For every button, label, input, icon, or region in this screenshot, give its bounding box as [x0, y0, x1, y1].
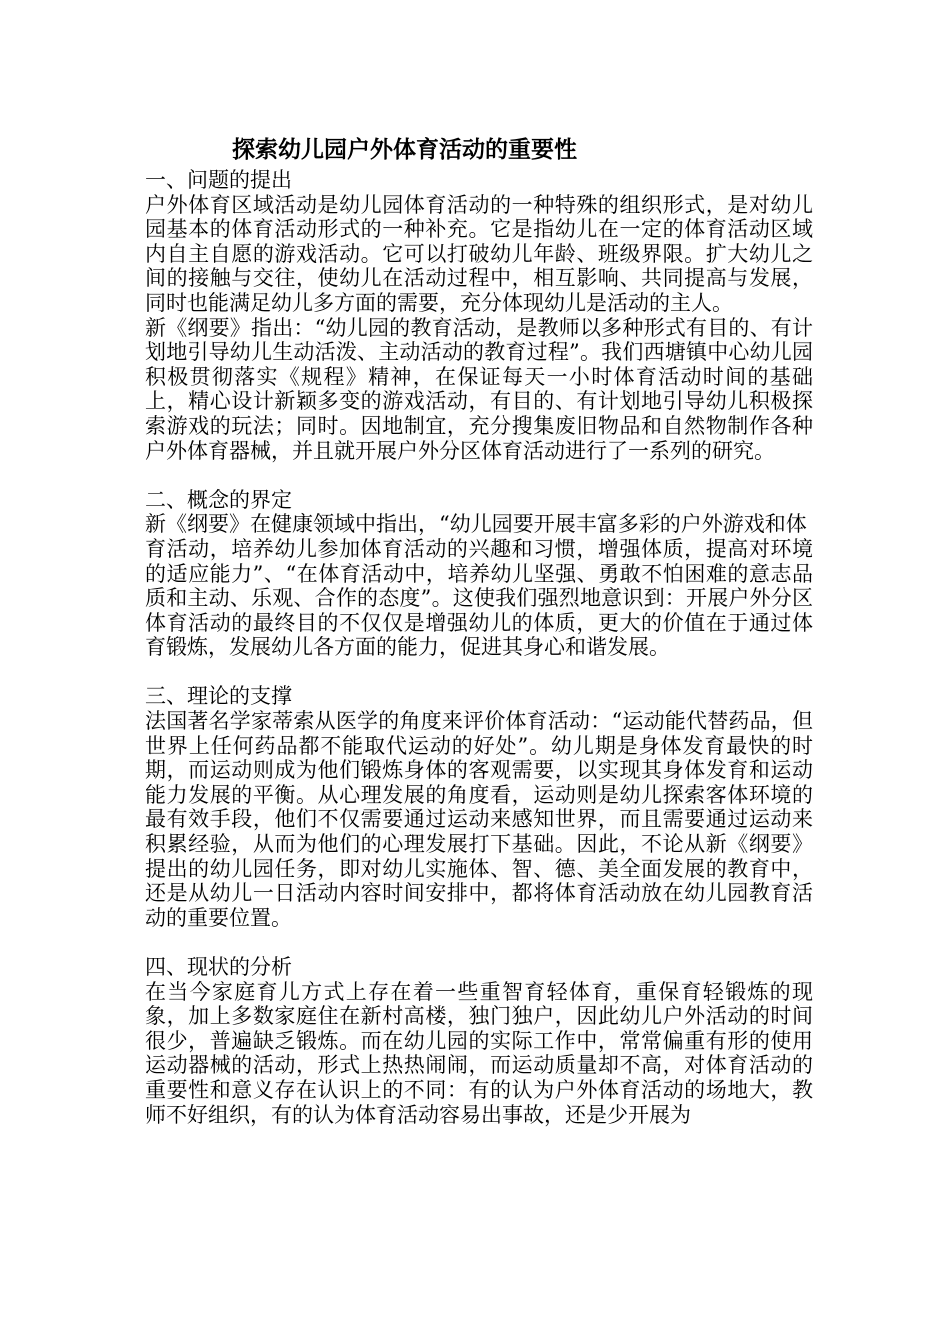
blank-line — [145, 463, 813, 488]
section-heading: 四、现状的分析 — [145, 955, 292, 979]
blank-line — [145, 660, 813, 685]
document-page — [145, 132, 813, 1127]
blank-line — [145, 930, 813, 955]
paragraph: 法国著名学家蒂索从医学的角度来评价体育活动：“运动能代替药品，但世界上任何药品都不能取代运动的好处”。幼儿期是身体发育最快的时期，而运动则成为他们锻炼身体的客观需要，以实现其身体发育和运动能力发展的平衡。从心理发展的角度看，运动则是幼儿探索客体环境的最有效手段，他们不仅需要通过运动来感知世界，而且需要通过运动来积累经验，从而为他们的心理发展打下基础。因此，不论从新《纲要》提出的幼儿园任务，即对幼儿实施体、智、德、美全面发展的教育中，还是从幼儿一日活动内容时间安排中，都将体育活动放在幼儿园教育活动的重要位置。 — [145, 709, 813, 930]
paragraph: 户外体育区域活动是幼儿园体育活动的一种特殊的组织形式，是对幼儿园基本的体育活动形式的一种补充。它是指幼儿在一定的体育活动区域内自主自愿的游戏活动。它可以打破幼儿年龄、班级界限。扩大幼儿之间的接触与交往，使幼儿在活动过程中，相互影响、共同提高与发展，同时也能满足幼儿多方面的需要，充分体现幼儿是活动的主人。 — [145, 192, 813, 315]
document-title: 探索幼儿园户外体育活动的重要性 — [232, 137, 577, 163]
paragraph: 新《纲要》在健康领域中指出，“幼儿园要开展丰富多彩的户外游戏和体 — [145, 512, 807, 537]
section-heading: 二、概念的界定 — [145, 487, 292, 512]
paragraph: 新《纲要》指出：“幼儿园的教育活动，是教师以多种形式有目的、有计划地引导幼儿生动活泼、主动活动的教育过程”。我们西塘镇中心幼儿园积极贯彻落实《规程》精神，在保证每天一小时体育活动时间的基础上，精心设计新颖多变的游戏活动，有目的、有计划地引导幼儿积极探索游戏的玩法；同时。因地制宜，充分搜集废旧物品和自然物制作各种户外体育器械，并且就开展户外分区体育活动进行了一系列的研究。 — [145, 315, 813, 463]
section-theory — [145, 684, 813, 930]
section-problem — [145, 168, 813, 463]
paragraph: 在当今家庭育儿方式上存在着一些重智育轻体育，重保育轻锻炼的现象，加上多数家庭住在新村高楼，独门独户，因此幼儿户外活动的时间很少，普遍缺乏锻炼。而在幼儿园的实际工作中，常常偏重有形的使用运动器械的活动，形式上热热闹闹，而运动质量却不高，对体育活动的重要性和意义存在认识上的不同：有的认为户外体育活动的场地大，教师不好组织，有的认为体育活动容易出事故，还是少开展为 — [145, 979, 813, 1127]
section-heading: 三、理论的支撑 — [145, 684, 292, 709]
section-heading: 一、问题的提出 — [145, 168, 292, 192]
section-definition — [145, 488, 813, 660]
section-status — [145, 955, 813, 1127]
paragraph: 育活动，培养幼儿参加体育活动的兴趣和习惯，增强体质，提高对环境的适应能力”、“在体育活动中，培养幼儿坚强、勇敢不怕困难的意志品质和主动、乐观、合作的态度”。这使我们强烈地意识到：开展户外分区体育活动的最终目的不仅仅是增强幼儿的体质，更大的价值在于通过体育锻炼，发展幼儿各方面的能力，促进其身心和谐发展。 — [145, 536, 813, 660]
